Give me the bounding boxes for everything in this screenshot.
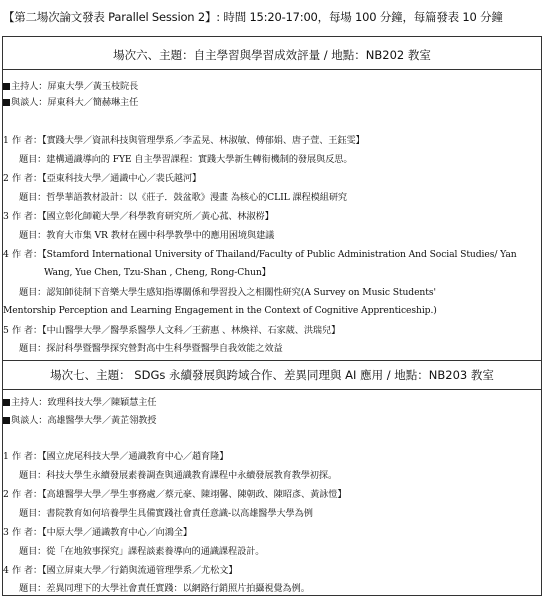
session6-title: 場次六、主題：自主學習與學習成效評量 / 地點：NB202 教室: [3, 41, 541, 70]
paper-title: 題目：哲學華語教材設計：以《莊子．鼓盆歌》漫畫 為核心的CLIL 課程模組研究: [19, 192, 347, 203]
paper-author: 5 作 者：【中山醫學大學／醫學系醫學人文科／王薪惠 、林煥祥、石家葳、洪瑞兒】: [3, 325, 341, 336]
paper-title: 題目：建構通識導向的 FYE 自主學習課程：實踐大學新生轉衔機制的發展與反思。: [19, 154, 353, 165]
paper-author: 2 作 者：【高雄醫學大學／學生事務處／蔡元豪、陳翊馨、陳朝政、陳昭彥、黃詠愷】: [3, 489, 347, 500]
session7-discussant: 與談人：高雄醫學大學／黃芷翎教授: [3, 415, 156, 427]
schedule-table: [2, 36, 542, 596]
paper-title: 題目：科技大學生永續發展素養調查與通識教育課程中永續發展教育教學初探。: [19, 470, 338, 481]
paper-author: 1 作 者：【國立虎尾科技大學／通識教育中心／趙育隆】: [3, 451, 229, 462]
session-header: 【第二場次論文發表 Parallel Session 2】: 時間 15:20-17:00，每場 100 分鐘，每篇發表 10 分鐘: [3, 10, 503, 24]
paper-title: 題目：書院教育如何培養學生具備實踐社會責任意識-以高雄醫學大學為例: [19, 508, 313, 519]
paper-author: 4 作 者：【國立屏東大學／行銷與流通管理學系／尤松文】: [3, 565, 238, 576]
bullet-square-icon: [3, 83, 10, 90]
session6-host: 主持人：屏東大學／黃玉枝院長: [3, 81, 138, 93]
bullet-square-icon: [3, 417, 10, 424]
paper-author: 2 作 者：【亞東科技大學／通識中心／裴氏越河】: [3, 173, 202, 184]
bullet-square-icon: [3, 399, 10, 406]
paper-title: 題目：從「在地敘事探究」課程談素養導向的通識課程設計。: [19, 546, 265, 557]
paper-title-cont: Mentorship Perception and Learning Engagement in the Context of Cognitive Apprenticeship.): [3, 305, 437, 316]
session6-discussant: 與談人：屏東科大／簡赫琳主任: [3, 97, 138, 109]
paper-author: 3 作 者：【國立彰化師範大學／科學教育研究所／黃心菰、林淑梤】: [3, 211, 274, 222]
session7-host: 主持人：致理科技大學／陳穎慧主任: [3, 397, 156, 409]
paper-title: 題目：探討科學暨醫學探究營對高中生科學暨醫學自我效能之效益: [19, 343, 283, 354]
paper-author: 4 作 者：【Stamford International University of Thailand/Faculty of Public Administration And Social Studies/ Yan: [3, 249, 517, 260]
session7-title: 場次七、主題： SDGs 永續發展與跨域合作、差異同理與 AI 應用 / 地點：NB203 教室: [3, 360, 541, 390]
paper-author-cont: Wang, Yue Chen, Tzu-Shan , Cheng, Rong-Chun】: [44, 267, 271, 278]
paper-author: 1 作 者：【實踐大學／資訊科技與管理學系／李孟晃、林淑敏、傅郁娟、唐子萱、王鈺雯】: [3, 135, 365, 146]
paper-title: 題目：教育大市集 VR 教材在國中科學教學中的應用困境與建議: [19, 230, 275, 241]
paper-author: 3 作 者：【中原大學／通識教育中心／向鴻全】: [3, 527, 192, 538]
bullet-square-icon: [3, 99, 10, 106]
paper-title: 題目：差異同理下的大學社會責任實踐：以網路行銷照片拍攝視覺為例。: [19, 583, 310, 594]
paper-title: 題目：認知師徒制下音樂大學生感知指導關係和學習投入之相關性研究(A Survey on Music Students': [19, 287, 436, 298]
